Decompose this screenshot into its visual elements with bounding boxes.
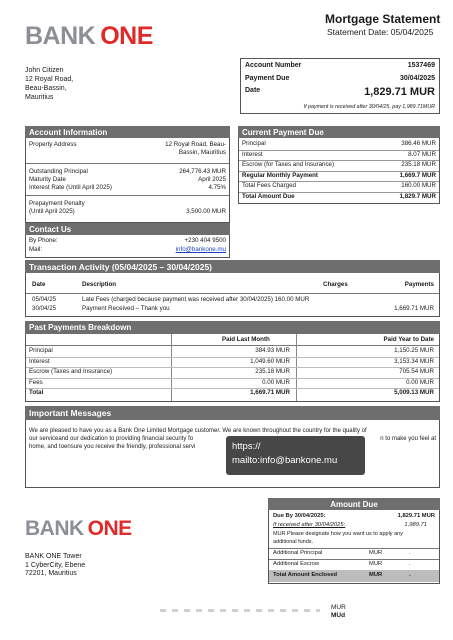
property-label: Property Address [29, 141, 77, 148]
stub-text: MUR [331, 604, 346, 611]
current-payment-label: Principal [242, 140, 266, 147]
account-info-header: Account Information [25, 126, 230, 138]
stub-faded-line [160, 609, 320, 612]
past-payments-box [25, 334, 440, 402]
property-value: Bassin, Mauritius [178, 149, 226, 156]
contact-box [25, 235, 230, 258]
additional-principal-input[interactable]: . [409, 550, 411, 556]
maturity-date-label: Maturity Date [29, 176, 66, 183]
tx-payment: 1,669.71 MUR [394, 305, 434, 312]
message-line: n to make you feel at [380, 436, 436, 442]
footer-address [25, 553, 85, 579]
current-payment-value: 235.18 MUR [401, 161, 436, 168]
tx-date: 05/04/25 [32, 296, 57, 303]
past-payment-ytd: 1,150.25 MUR [394, 347, 434, 354]
col-date: Date [32, 281, 46, 288]
interest-rate-value: 4.75% [208, 184, 226, 191]
statement-date: Statement Date: 05/04/2025 [327, 27, 434, 37]
current-payment-value: 386.46 MUR [401, 140, 436, 147]
current-payment-label: Total Amount Due [242, 192, 295, 200]
col-paid-ytd: Paid Year to Date [383, 336, 434, 343]
messages-header: Important Messages [25, 406, 440, 420]
tx-description: Late Fees (charged because payment was received after 30/04/2025) 160.00 MUR [82, 296, 310, 303]
due-by-label: Due By 30/04/2025: [273, 513, 326, 519]
contact-header: Contact Us [25, 223, 230, 235]
mail-label: Mail: [29, 246, 43, 253]
tx-description: Payment Received – Thank you [82, 305, 170, 312]
additional-escrow-input[interactable]: . [409, 561, 411, 567]
tooltip-line: mailto:info@bankone.mu [232, 455, 338, 466]
amount-due-box [268, 510, 440, 584]
past-payment-last: 235.18 MUR [255, 368, 290, 375]
prepayment-penalty-label: (Until April 2025) [29, 208, 75, 215]
customer-address [25, 66, 73, 102]
logo-text-bank: BANK [25, 22, 96, 50]
late-payment-note: If payment is received after 30/04/25, pay 1,989.71MUR [303, 104, 435, 110]
interest-rate-label: Interest Rate (Until April 2025) [29, 184, 112, 191]
outstanding-principal-label: Outstanding Principal [29, 168, 88, 175]
past-payment-label: Principal [29, 347, 53, 354]
past-payment-ytd: 705.54 MUR [399, 368, 434, 375]
logo-text-bank: BANK [25, 517, 84, 540]
account-summary-box [240, 58, 440, 114]
stub-text: MUd [331, 612, 346, 619]
designate-note: MUR Please designate how you want us to apply any [273, 531, 403, 537]
payment-due-label: Payment Due [245, 75, 290, 82]
footer-address-line: BANK ONE Tower [25, 553, 82, 560]
customer-name: John Citizen [25, 67, 64, 74]
past-payment-label: Fees [29, 378, 43, 386]
additional-principal-label: Additional Principal [273, 550, 323, 556]
property-value: 12 Royal Road, Beau- [165, 141, 226, 148]
current-payment-header: Current Payment Due [238, 126, 440, 138]
col-payments: Payments [404, 281, 434, 288]
statement-title: Mortgage Statement [325, 12, 441, 26]
current-payment-box [238, 138, 440, 204]
email-link[interactable]: info@bankone.mu [175, 246, 226, 253]
past-payment-ytd: 5,009.13 MUR [394, 389, 434, 396]
past-payment-last: 384.93 MUR [255, 347, 290, 354]
transaction-header: Transaction Activity (05/04/2025 – 30/04/2025) [25, 260, 440, 273]
customer-address-line: Mauritius [25, 94, 54, 101]
past-payment-label: Total [29, 389, 44, 396]
customer-address-line: Beau-Bassin, [25, 85, 67, 92]
outstanding-principal-value: 264,776.43 MUR [179, 168, 226, 175]
prepayment-penalty-label: Prepayment Penalty [29, 200, 85, 207]
amount-due-header: Amount Due [268, 498, 440, 510]
tx-date: 30/04/25 [32, 305, 57, 312]
amount-due-value: 1,829.71 MUR [364, 86, 435, 98]
message-line: We are pleased to have you as a Bank One Limited Mortgage customer. We are known throughout the country for the quality of [29, 428, 367, 434]
current-payment-value: 1,829.7 MUR [399, 192, 436, 200]
past-payment-last: 1,669.71 MUR [250, 389, 290, 396]
past-payment-label: Escrow (Taxes and Insurance) [29, 368, 113, 375]
past-payment-ytd: 3,153.34 MUR [394, 357, 434, 365]
additional-escrow-currency: MUR [369, 561, 383, 567]
phone-value[interactable]: +230 404 9500 [184, 237, 226, 244]
due-by-value: 1,829.71 MUR [397, 513, 435, 519]
col-description: Description [82, 281, 117, 288]
maturity-date-value: April 2025 [198, 176, 226, 183]
bank-logo [25, 22, 153, 51]
late-value: 1,989.71 [404, 522, 427, 528]
late-label: If received after 30/04/2025: [273, 522, 346, 528]
footer-address-line: 72201, Mauritius [25, 570, 77, 577]
current-payment-value: 1,669.7 MUR [399, 171, 436, 179]
customer-address-line: 12 Royal Road, [25, 76, 74, 83]
past-payment-last: 0.00 MUR [262, 378, 290, 386]
total-enclosed-input[interactable]: . [409, 572, 411, 578]
account-info-box [25, 138, 230, 223]
account-number-value: 1537469 [407, 62, 435, 69]
total-enclosed-label: Total Amount Enclosed [273, 572, 338, 578]
transaction-box [25, 273, 440, 317]
col-charges: Charges [323, 281, 348, 288]
col-paid-last-month: Paid Last Month [222, 336, 270, 343]
date-label: Date [245, 87, 261, 94]
designate-note: additional funds. [273, 539, 314, 545]
current-payment-label: Interest [242, 150, 263, 158]
current-payment-label: Escrow (for Taxes and Insurance) [242, 161, 335, 168]
prepayment-penalty-value: 3,500.00 MUR [186, 208, 226, 215]
past-payment-label: Interest [29, 357, 50, 365]
payment-due-value: 30/04/2025 [399, 75, 435, 82]
account-number-label: Account Number [245, 62, 302, 69]
footer-address-line: 1 CyberCity, Ebene [25, 561, 86, 569]
logo-text-one: ONE [100, 22, 153, 50]
current-payment-label: Regular Monthly Payment [242, 171, 318, 179]
current-payment-value: 160.00 MUR [401, 182, 436, 189]
footer-bank-logo [25, 517, 132, 541]
message-line: our serviceand our dedication to providing financial security fo [29, 436, 194, 442]
past-payments-header: Past Payments Breakdown [25, 321, 440, 334]
past-payment-ytd: 0.00 MUR [406, 378, 434, 386]
tooltip-line: https:// [232, 441, 261, 452]
current-payment-value: 8.07 MUR [408, 150, 436, 158]
current-payment-label: Total Fees Charged [242, 182, 296, 189]
past-payment-last: 1,049.60 MUR [250, 357, 290, 365]
logo-text-one: ONE [87, 517, 132, 540]
phone-label: By Phone: [29, 237, 58, 244]
total-enclosed-currency: MUR [369, 572, 383, 578]
additional-principal-currency: MUR [369, 550, 383, 556]
link-tooltip [226, 436, 365, 475]
message-line: home, and toensure you receive the friendly, professional servi [29, 444, 196, 450]
additional-escrow-label: Additional Escrow [273, 561, 320, 567]
